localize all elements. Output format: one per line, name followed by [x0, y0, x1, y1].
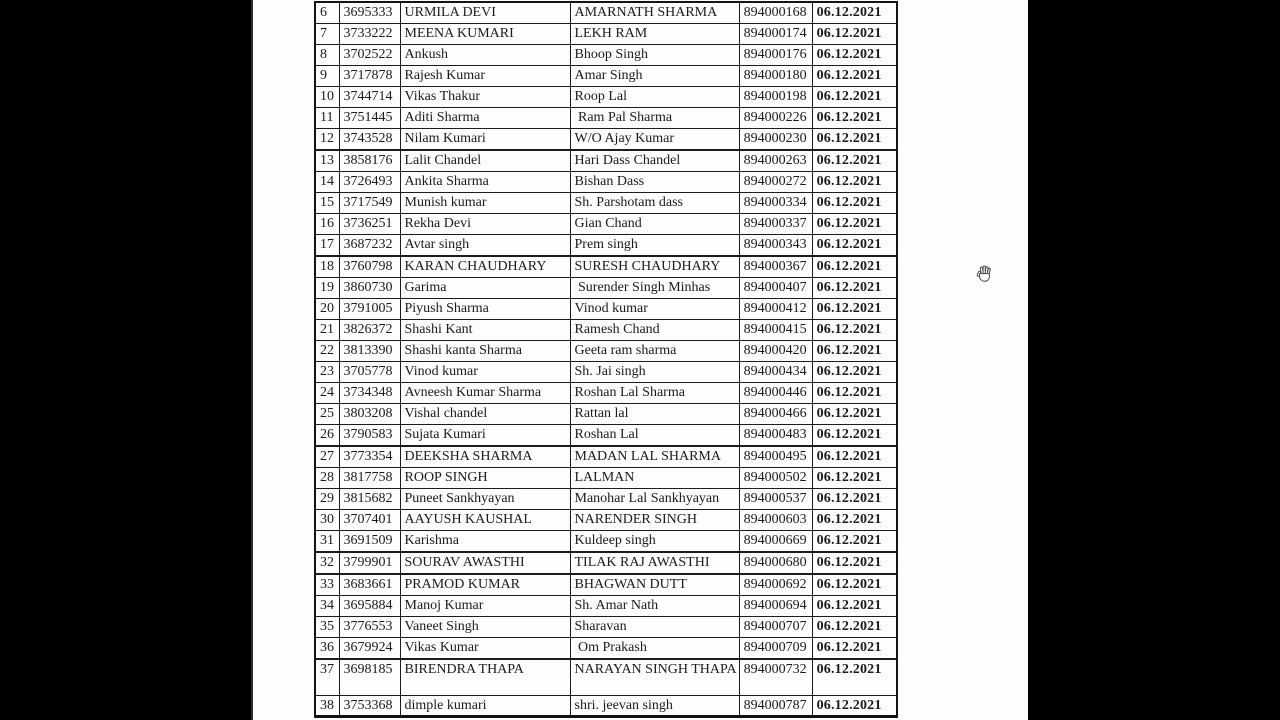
serial-cell: 11	[315, 108, 339, 129]
registration-cell: 3717878	[339, 66, 400, 87]
father-name-cell: Vinod kumar	[570, 299, 739, 320]
father-name-cell: LEKH RAM	[570, 24, 739, 45]
serial-cell: 28	[315, 468, 339, 489]
serial-cell: 32	[315, 552, 339, 574]
date-cell: 06.12.2021	[812, 235, 897, 257]
table-row	[315, 425, 897, 447]
table-row	[315, 2, 897, 24]
father-name-cell: Manohar Lal Sankhyayan	[570, 489, 739, 510]
date-cell: 06.12.2021	[812, 638, 897, 660]
father-name-cell: Sh. Parshotam dass	[570, 193, 739, 214]
candidate-name-cell: Sujata Kumari	[400, 425, 570, 447]
serial-cell: 26	[315, 425, 339, 447]
father-name-cell: Geeta ram sharma	[570, 341, 739, 362]
registration-cell: 3860730	[339, 278, 400, 299]
table-row	[315, 278, 897, 299]
registration-cell: 3773354	[339, 446, 400, 468]
date-cell: 06.12.2021	[812, 299, 897, 320]
table-row	[315, 468, 897, 489]
registration-cell: 3695333	[339, 2, 400, 24]
date-cell: 06.12.2021	[812, 404, 897, 425]
candidate-name-cell: Piyush Sharma	[400, 299, 570, 320]
father-name-cell: AMARNATH SHARMA	[570, 2, 739, 24]
serial-cell: 14	[315, 172, 339, 193]
father-name-cell: Gian Chand	[570, 214, 739, 235]
father-name-cell: Bishan Dass	[570, 172, 739, 193]
father-name-cell: Roshan Lal	[570, 425, 739, 447]
date-cell: 06.12.2021	[812, 383, 897, 404]
candidate-name-cell: Ankush	[400, 45, 570, 66]
registration-cell: 3726493	[339, 172, 400, 193]
roll-number-cell: 894000230	[739, 129, 812, 151]
candidate-name-cell: Vaneet Singh	[400, 617, 570, 638]
serial-cell: 8	[315, 45, 339, 66]
candidate-name-cell: Vinod kumar	[400, 362, 570, 383]
registration-cell: 3858176	[339, 150, 400, 172]
roll-number-cell: 894000226	[739, 108, 812, 129]
serial-cell: 9	[315, 66, 339, 87]
candidate-name-cell: Avtar singh	[400, 235, 570, 257]
father-name-cell: Kuldeep singh	[570, 531, 739, 553]
table-row	[315, 596, 897, 617]
table-row	[315, 362, 897, 383]
father-name-cell: Hari Dass Chandel	[570, 150, 739, 172]
registration-cell: 3734348	[339, 383, 400, 404]
candidate-name-cell: Ankita Sharma	[400, 172, 570, 193]
date-cell: 06.12.2021	[812, 446, 897, 468]
father-name-cell: Om Prakash	[570, 638, 739, 660]
serial-cell: 13	[315, 150, 339, 172]
registration-cell: 3803208	[339, 404, 400, 425]
father-name-cell: Sh. Jai singh	[570, 362, 739, 383]
right-black-bar	[1028, 0, 1280, 720]
date-cell: 06.12.2021	[812, 574, 897, 596]
roll-number-cell: 894000669	[739, 531, 812, 553]
serial-cell: 22	[315, 341, 339, 362]
roll-number-cell: 894000180	[739, 66, 812, 87]
roll-number-cell: 894000420	[739, 341, 812, 362]
candidate-name-cell: MEENA KUMARI	[400, 24, 570, 45]
candidate-name-cell: Vikas Kumar	[400, 638, 570, 660]
registration-cell: 3687232	[339, 235, 400, 257]
table-row	[315, 66, 897, 87]
roll-number-cell: 894000415	[739, 320, 812, 341]
serial-cell: 17	[315, 235, 339, 257]
candidate-name-cell: dimple kumari	[400, 696, 570, 717]
table-row	[315, 108, 897, 129]
serial-cell: 23	[315, 362, 339, 383]
father-name-cell: Ram Pal Sharma	[570, 108, 739, 129]
serial-cell: 18	[315, 256, 339, 278]
registration-cell: 3695884	[339, 596, 400, 617]
candidate-name-cell: Munish kumar	[400, 193, 570, 214]
date-cell: 06.12.2021	[812, 108, 897, 129]
table-row	[315, 341, 897, 362]
registration-cell: 3691509	[339, 531, 400, 553]
serial-cell: 24	[315, 383, 339, 404]
father-name-cell: Ramesh Chand	[570, 320, 739, 341]
roll-number-cell: 894000446	[739, 383, 812, 404]
date-cell: 06.12.2021	[812, 341, 897, 362]
roll-number-cell: 894000732	[739, 659, 812, 696]
table-row	[315, 24, 897, 45]
registration-cell: 3702522	[339, 45, 400, 66]
father-name-cell: LALMAN	[570, 468, 739, 489]
roll-number-cell: 894000176	[739, 45, 812, 66]
registration-cell: 3776553	[339, 617, 400, 638]
father-name-cell: Prem singh	[570, 235, 739, 257]
candidate-name-cell: Aditi Sharma	[400, 108, 570, 129]
registration-cell: 3817758	[339, 468, 400, 489]
table-row	[315, 489, 897, 510]
table-row	[315, 638, 897, 660]
table-row	[315, 574, 897, 596]
candidate-name-cell: Puneet Sankhyayan	[400, 489, 570, 510]
date-cell: 06.12.2021	[812, 172, 897, 193]
candidate-name-cell: Avneesh Kumar Sharma	[400, 383, 570, 404]
serial-cell: 30	[315, 510, 339, 531]
date-cell: 06.12.2021	[812, 596, 897, 617]
date-cell: 06.12.2021	[812, 256, 897, 278]
table-row	[315, 45, 897, 66]
roll-number-cell: 894000680	[739, 552, 812, 574]
father-name-cell: Sharavan	[570, 617, 739, 638]
registration-cell: 3815682	[339, 489, 400, 510]
date-cell: 06.12.2021	[812, 425, 897, 447]
serial-cell: 7	[315, 24, 339, 45]
roll-number-cell: 894000707	[739, 617, 812, 638]
father-name-cell: W/O Ajay Kumar	[570, 129, 739, 151]
father-name-cell: shri. jeevan singh	[570, 696, 739, 717]
father-name-cell: Rattan lal	[570, 404, 739, 425]
father-name-cell: NARAYAN SINGH THAPA	[570, 659, 739, 696]
candidate-name-cell: Karishma	[400, 531, 570, 553]
document-page[interactable]	[251, 0, 1028, 720]
father-name-cell: Amar Singh	[570, 66, 739, 87]
table-row	[315, 172, 897, 193]
table-row	[315, 299, 897, 320]
candidate-name-cell: Vikas Thakur	[400, 87, 570, 108]
candidate-name-cell: SOURAV AWASTHI	[400, 552, 570, 574]
candidate-name-cell: Lalit Chandel	[400, 150, 570, 172]
registration-cell: 3791005	[339, 299, 400, 320]
roll-number-cell: 894000787	[739, 696, 812, 717]
candidate-name-cell: DEEKSHA SHARMA	[400, 446, 570, 468]
candidate-name-cell: Rajesh Kumar	[400, 66, 570, 87]
serial-cell: 36	[315, 638, 339, 660]
roll-number-cell: 894000407	[739, 278, 812, 299]
roll-number-cell: 894000367	[739, 256, 812, 278]
hand-grab-cursor	[976, 264, 993, 284]
registration-cell: 3826372	[339, 320, 400, 341]
candidate-name-cell: Garima	[400, 278, 570, 299]
date-cell: 06.12.2021	[812, 87, 897, 108]
registration-cell: 3707401	[339, 510, 400, 531]
candidate-name-cell: ROOP SINGH	[400, 468, 570, 489]
table-row	[315, 235, 897, 257]
date-cell: 06.12.2021	[812, 489, 897, 510]
table-row	[315, 193, 897, 214]
roll-number-cell: 894000502	[739, 468, 812, 489]
candidate-name-cell: BIRENDRA THAPA	[400, 659, 570, 696]
candidates-table	[314, 1, 898, 718]
father-name-cell: Bhoop Singh	[570, 45, 739, 66]
table-row	[315, 150, 897, 172]
father-name-cell: NARENDER SINGH	[570, 510, 739, 531]
roll-number-cell: 894000694	[739, 596, 812, 617]
date-cell: 06.12.2021	[812, 617, 897, 638]
roll-number-cell: 894000466	[739, 404, 812, 425]
serial-cell: 15	[315, 193, 339, 214]
candidate-name-cell: URMILA DEVI	[400, 2, 570, 24]
date-cell: 06.12.2021	[812, 45, 897, 66]
date-cell: 06.12.2021	[812, 193, 897, 214]
serial-cell: 27	[315, 446, 339, 468]
table-row	[315, 129, 897, 151]
table-row	[315, 617, 897, 638]
date-cell: 06.12.2021	[812, 129, 897, 151]
candidate-name-cell: PRAMOD KUMAR	[400, 574, 570, 596]
registration-cell: 3683661	[339, 574, 400, 596]
table-row	[315, 404, 897, 425]
father-name-cell: Roshan Lal Sharma	[570, 383, 739, 404]
serial-cell: 6	[315, 2, 339, 24]
father-name-cell: SURESH CHAUDHARY	[570, 256, 739, 278]
date-cell: 06.12.2021	[812, 362, 897, 383]
roll-number-cell: 894000537	[739, 489, 812, 510]
table-row	[315, 214, 897, 235]
serial-cell: 20	[315, 299, 339, 320]
roll-number-cell: 894000263	[739, 150, 812, 172]
date-cell: 06.12.2021	[812, 696, 897, 717]
serial-cell: 38	[315, 696, 339, 717]
roll-number-cell: 894000198	[739, 87, 812, 108]
table-row	[315, 531, 897, 553]
father-name-cell: BHAGWAN DUTT	[570, 574, 739, 596]
roll-number-cell: 894000337	[739, 214, 812, 235]
table-row	[315, 659, 897, 696]
table-row	[315, 383, 897, 404]
father-name-cell: TILAK RAJ AWASTHI	[570, 552, 739, 574]
date-cell: 06.12.2021	[812, 2, 897, 24]
candidate-name-cell: Manoj Kumar	[400, 596, 570, 617]
registration-cell: 3760798	[339, 256, 400, 278]
date-cell: 06.12.2021	[812, 468, 897, 489]
table-row	[315, 256, 897, 278]
roll-number-cell: 894000343	[739, 235, 812, 257]
roll-number-cell: 894000692	[739, 574, 812, 596]
table-row	[315, 446, 897, 468]
roll-number-cell: 894000709	[739, 638, 812, 660]
father-name-cell: MADAN LAL SHARMA	[570, 446, 739, 468]
roll-number-cell: 894000334	[739, 193, 812, 214]
date-cell: 06.12.2021	[812, 66, 897, 87]
registration-cell: 3751445	[339, 108, 400, 129]
date-cell: 06.12.2021	[812, 659, 897, 696]
registration-cell: 3744714	[339, 87, 400, 108]
serial-cell: 12	[315, 129, 339, 151]
registration-cell: 3736251	[339, 214, 400, 235]
serial-cell: 34	[315, 596, 339, 617]
serial-cell: 16	[315, 214, 339, 235]
roll-number-cell: 894000434	[739, 362, 812, 383]
serial-cell: 25	[315, 404, 339, 425]
father-name-cell: Surender Singh Minhas	[570, 278, 739, 299]
registration-cell: 3679924	[339, 638, 400, 660]
registration-cell: 3698185	[339, 659, 400, 696]
date-cell: 06.12.2021	[812, 552, 897, 574]
roll-number-cell: 894000483	[739, 425, 812, 447]
roll-number-cell: 894000495	[739, 446, 812, 468]
date-cell: 06.12.2021	[812, 278, 897, 299]
registration-cell: 3717549	[339, 193, 400, 214]
registration-cell: 3813390	[339, 341, 400, 362]
serial-cell: 31	[315, 531, 339, 553]
candidate-name-cell: Rekha Devi	[400, 214, 570, 235]
left-black-bar	[0, 0, 251, 720]
date-cell: 06.12.2021	[812, 214, 897, 235]
serial-cell: 29	[315, 489, 339, 510]
serial-cell: 37	[315, 659, 339, 696]
registration-cell: 3790583	[339, 425, 400, 447]
date-cell: 06.12.2021	[812, 531, 897, 553]
candidate-name-cell: Shashi Kant	[400, 320, 570, 341]
date-cell: 06.12.2021	[812, 320, 897, 341]
serial-cell: 10	[315, 87, 339, 108]
serial-cell: 21	[315, 320, 339, 341]
candidate-name-cell: Nilam Kumari	[400, 129, 570, 151]
serial-cell: 19	[315, 278, 339, 299]
date-cell: 06.12.2021	[812, 150, 897, 172]
date-cell: 06.12.2021	[812, 510, 897, 531]
serial-cell: 35	[315, 617, 339, 638]
registration-cell: 3799901	[339, 552, 400, 574]
table-row	[315, 510, 897, 531]
table-row	[315, 552, 897, 574]
roll-number-cell: 894000168	[739, 2, 812, 24]
registration-cell: 3733222	[339, 24, 400, 45]
table-row	[315, 320, 897, 341]
roll-number-cell: 894000272	[739, 172, 812, 193]
table-row	[315, 696, 897, 717]
candidate-name-cell: KARAN CHAUDHARY	[400, 256, 570, 278]
father-name-cell: Roop Lal	[570, 87, 739, 108]
table-row	[315, 87, 897, 108]
serial-cell: 33	[315, 574, 339, 596]
candidate-name-cell: Shashi kanta Sharma	[400, 341, 570, 362]
candidate-name-cell: AAYUSH KAUSHAL	[400, 510, 570, 531]
registration-cell: 3753368	[339, 696, 400, 717]
registration-cell: 3743528	[339, 129, 400, 151]
roll-number-cell: 894000174	[739, 24, 812, 45]
roll-number-cell: 894000412	[739, 299, 812, 320]
date-cell: 06.12.2021	[812, 24, 897, 45]
candidate-name-cell: Vishal chandel	[400, 404, 570, 425]
father-name-cell: Sh. Amar Nath	[570, 596, 739, 617]
roll-number-cell: 894000603	[739, 510, 812, 531]
registration-cell: 3705778	[339, 362, 400, 383]
